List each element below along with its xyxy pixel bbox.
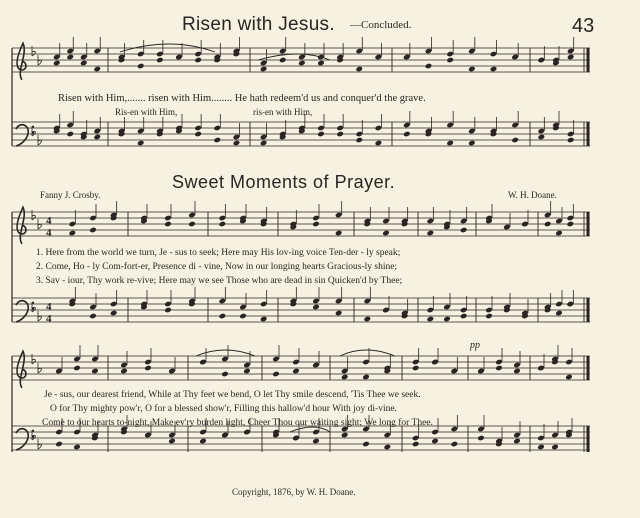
svg-text:4: 4 (46, 215, 52, 227)
svg-text:4: 4 (46, 301, 52, 313)
song-composer: W. H. Doane. (508, 190, 557, 200)
verse-3-line-2: Come to our hearts to-night, Make ev'ry burden light, Cheer Thou our waiting sight; We long for Thee. (42, 418, 433, 428)
verse-1-line-2: Je - sus, our dearest friend, While at Thy feet we bend, O let Thy smile descend, 'Tis Thee we seek. (44, 390, 421, 400)
dynamic-marking: pp (470, 340, 480, 351)
bass-cue-2: ris-en with Him, (253, 107, 313, 117)
hymn-title-continued: Risen with Jesus. (182, 14, 335, 35)
verse-3-line-1: 3. Sav - iour, Thy work re-vive; Here may we see Those who are dead in sin Quicken'd by Thee; (36, 276, 403, 286)
verse-2-line-1: 2. Come, Ho - ly Com-fort-er, Presence di - vine, Now in our longing hearts Gracious-ly shine; (36, 262, 398, 272)
copyright-notice: Copyright, 1876, by W. H. Doane. (232, 487, 356, 497)
svg-text:4: 4 (46, 227, 52, 239)
svg-text:4: 4 (46, 313, 52, 325)
verse-1-line-1: 1. Here from the world we turn, Je - sus to seek; Here may His lov-ing voice Ten-der - ly speak; (36, 248, 401, 258)
song-author: Fanny J. Crosby. (40, 190, 101, 200)
lyric-line-risen: Risen with Him,....... risen with Him........ He hath redeem'd us and conquer'd the grave. (58, 93, 426, 104)
bass-cue-1: Ris-en with Him, (115, 107, 178, 117)
song-title: Sweet Moments of Prayer. (172, 172, 396, 192)
hymn-title-suffix: —Concluded. (350, 19, 412, 31)
verse-2-line-2: O for Thy mighty pow'r, O for a blessed show'r, Filling this hallow'd hour With joy di-vine. (50, 404, 397, 414)
page-number: 43 (572, 15, 595, 37)
